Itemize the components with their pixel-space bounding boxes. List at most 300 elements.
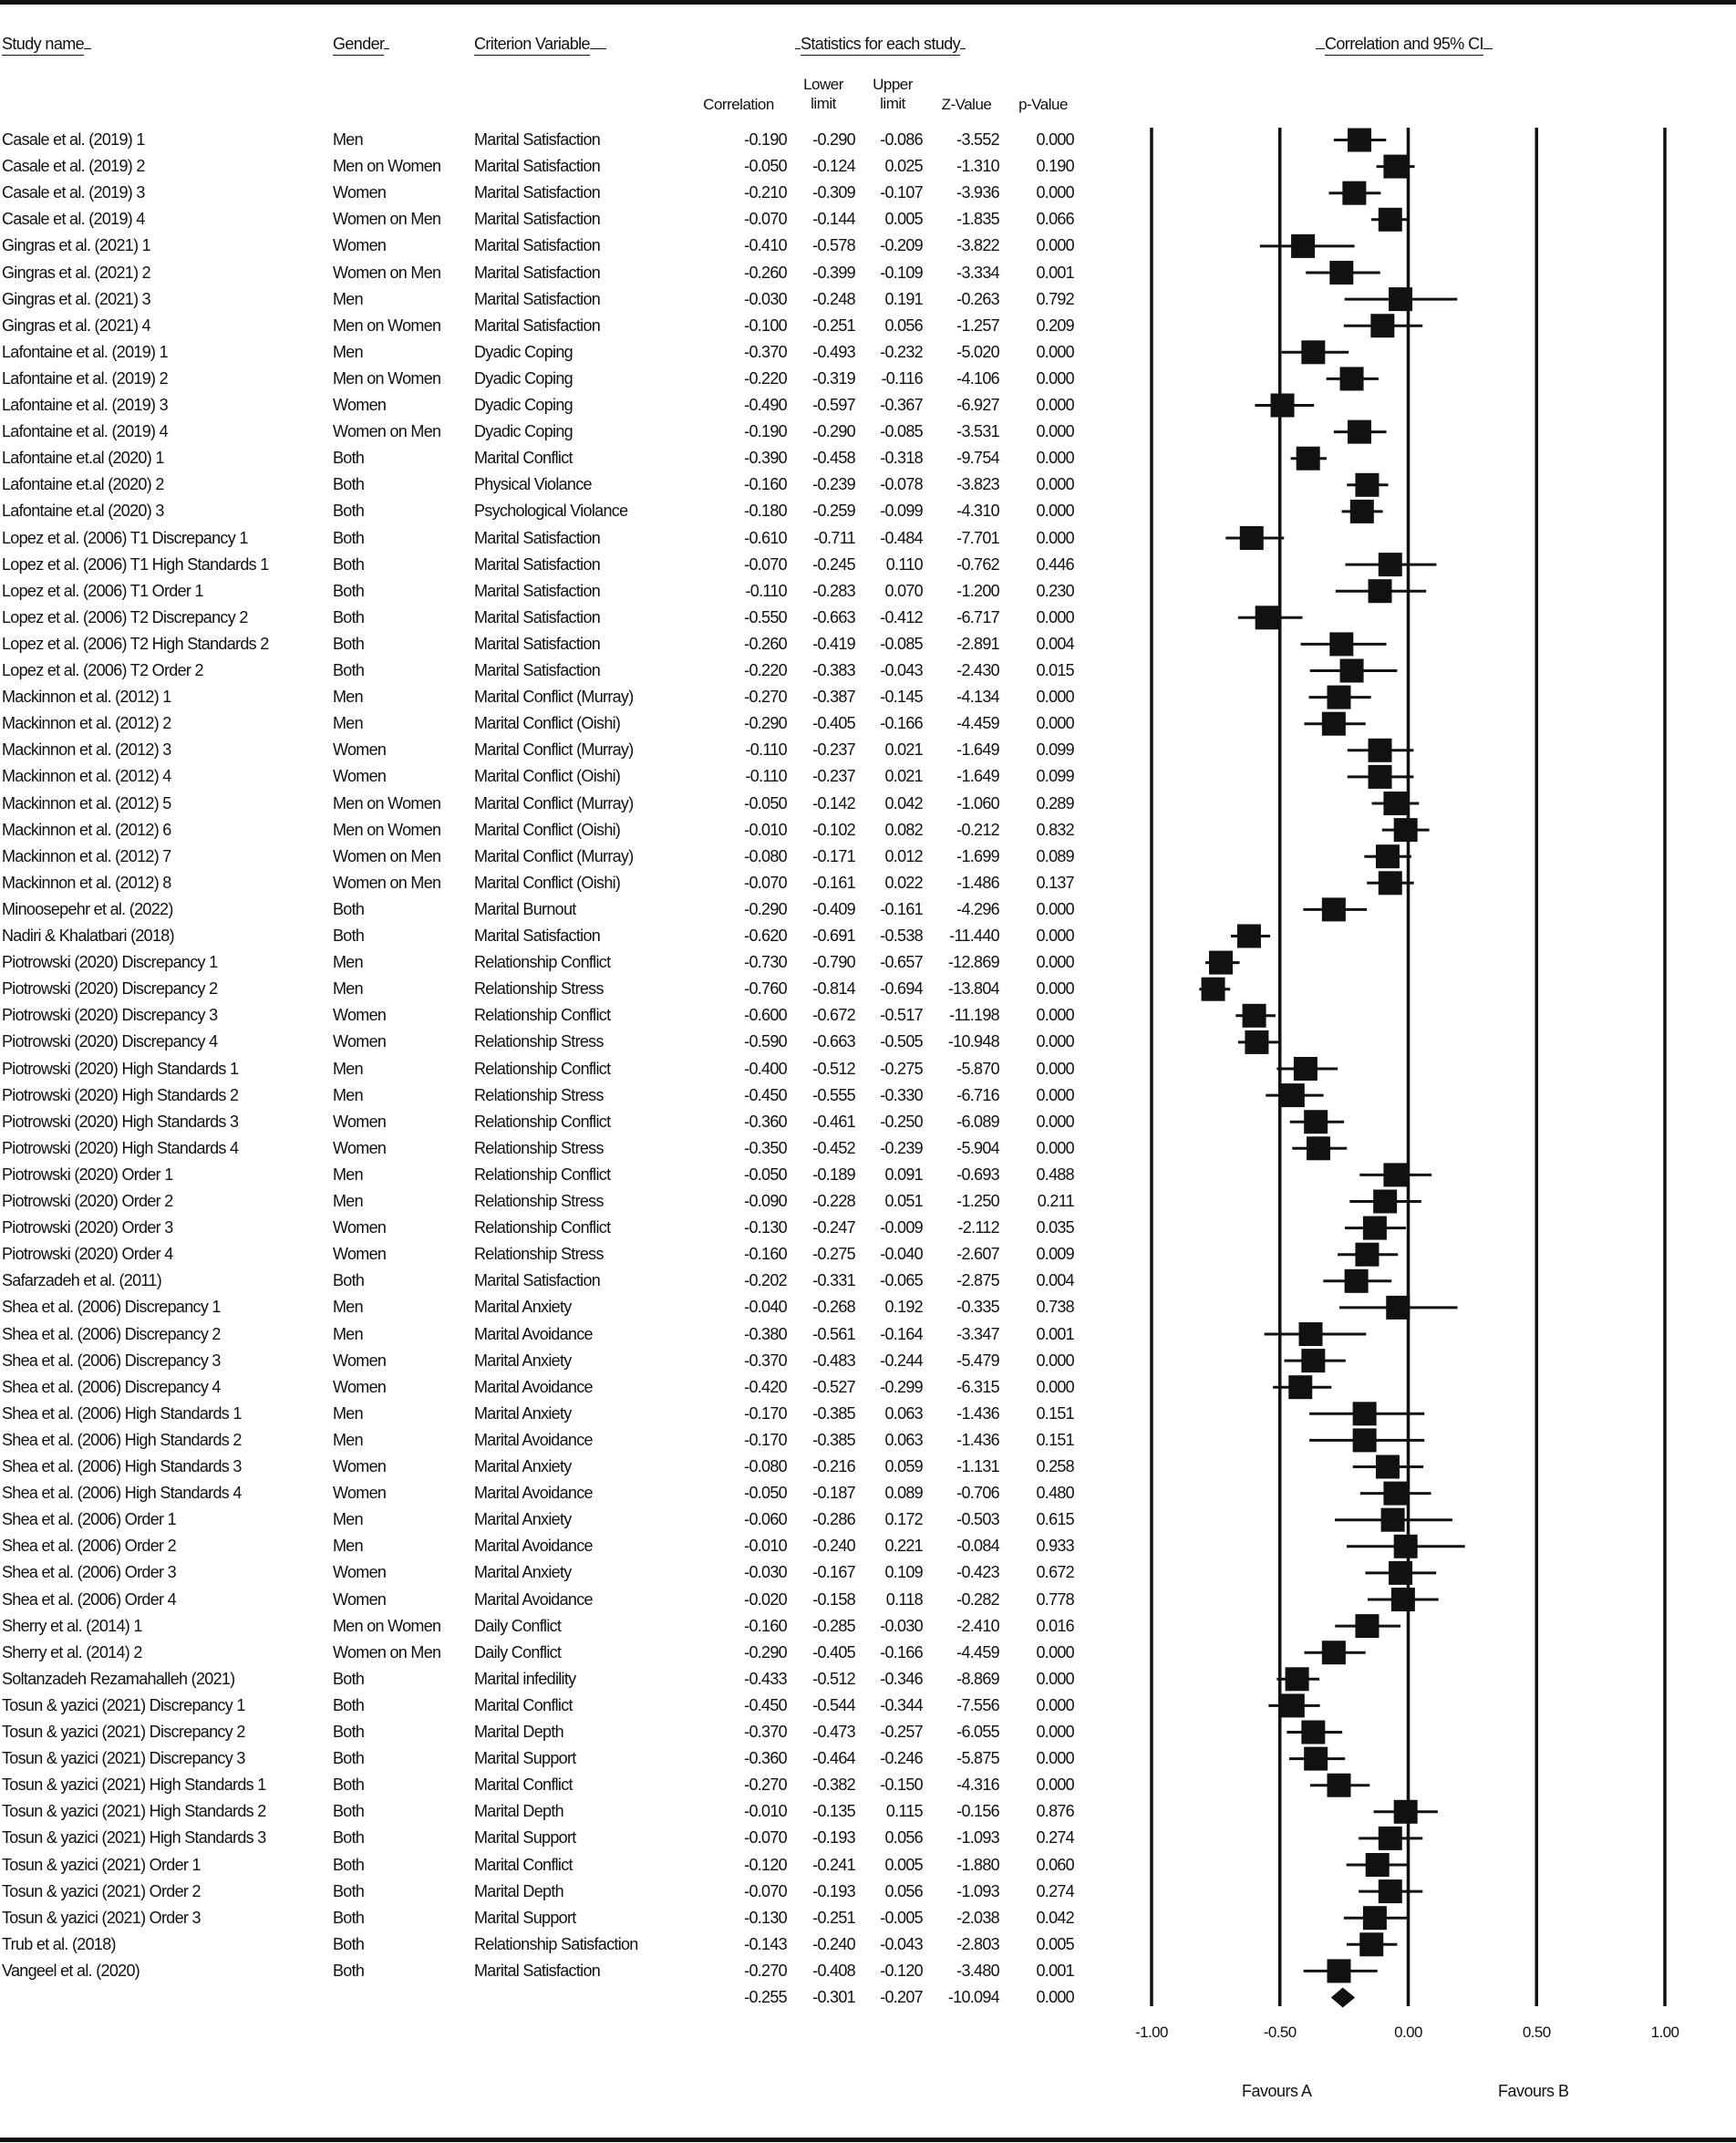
p-value: 0.000 [1036,342,1074,361]
lower-limit-value: -0.216 [812,1457,855,1475]
lower-limit-value: -0.419 [812,634,855,653]
upper-limit-value: -0.299 [880,1377,923,1396]
effect-square [1355,1614,1379,1638]
effect-square [1379,1879,1402,1903]
criterion: Marital Conflict [474,449,573,468]
correlation-value: -0.040 [744,1298,787,1317]
criterion: Marital Depth [474,1802,563,1821]
z-value: -2.112 [957,1218,999,1237]
gender: Both [333,899,365,918]
study-name: Gingras et al. (2021) 1 [2,236,150,255]
summary-p-value: 0.000 [1036,1988,1074,2006]
study-name: Lafontaine et al. (2019) 3 [2,396,168,414]
p-value: 0.000 [1036,953,1074,972]
z-value: -2.038 [956,1908,999,1927]
p-value: 0.137 [1036,873,1074,892]
z-value: -1.257 [956,316,999,335]
effect-square [1329,632,1353,656]
lower-limit-value: -0.405 [812,714,855,733]
criterion: Relationship Conflict [474,1165,611,1184]
lower-limit-value: -0.405 [812,1642,855,1662]
z-value: -0.762 [956,554,999,574]
correlation-value: -0.360 [744,1749,787,1768]
correlation-value: -0.080 [744,1457,787,1475]
correlation-value: -0.550 [744,607,787,626]
upper-limit-value: -0.085 [880,422,923,441]
upper-limit-value: -0.318 [880,449,923,468]
p-value: 0.000 [1036,607,1074,626]
effect-square [1369,579,1392,603]
lower-limit-value: -0.275 [812,1245,855,1264]
gender: Men [333,953,363,972]
study-name: Mackinnon et al. (2012) 1 [2,688,171,707]
lower-limit-value: -0.527 [812,1377,855,1396]
correlation-value: -0.010 [744,1802,787,1821]
correlation-value: -0.410 [744,236,787,255]
study-name: Gingras et al. (2021) 3 [2,289,150,308]
upper-limit-value: -0.517 [880,1006,923,1025]
lower-limit-value: -0.283 [812,581,855,600]
gender: Men [333,1403,363,1423]
upper-limit-value: 0.109 [884,1563,923,1582]
criterion: Marital Satisfaction [474,130,601,149]
z-value: -5.020 [956,342,999,361]
gender: Men on Women [333,820,441,839]
z-value: -1.649 [956,767,999,786]
criterion: Marital Avoidance [474,1589,593,1609]
upper-limit-value: 0.192 [884,1298,923,1317]
gender: Women [333,1377,387,1396]
p-value: 0.005 [1036,1934,1074,1953]
subheader-z-value: Z-Value [941,96,992,113]
gender: Men on Women [333,793,441,813]
p-value: 0.000 [1036,368,1074,388]
gender: Women [333,1351,387,1370]
subheader-p-value: p-Value [1018,96,1068,113]
study-name: Gingras et al. (2021) 4 [2,316,150,335]
criterion: Relationship Stress [474,979,604,999]
study-name: Lafontaine et al. (2019) 4 [2,422,168,441]
lower-limit-value: -0.286 [812,1510,855,1529]
upper-limit-value: 0.022 [884,873,923,892]
correlation-value: -0.020 [744,1589,787,1609]
study-name: Lopez et al. (2006) T2 Order 2 [2,661,203,679]
study-name: Mackinnon et al. (2012) 3 [2,740,171,760]
gender: Men [333,1510,363,1529]
effect-square [1381,1508,1405,1532]
header-criterion-text: Criterion Variable [474,35,590,56]
criterion: Marital Satisfaction [474,634,601,653]
p-value: 0.000 [1036,1723,1074,1741]
tick-label: 0.00 [1394,2024,1422,2041]
study-name: Soltanzadeh Rezamahalleh (2021) [2,1669,235,1688]
study-name: Mackinnon et al. (2012) 2 [2,714,171,733]
criterion: Marital Satisfaction [474,316,601,335]
study-name: Casale et al. (2019) 2 [2,157,145,176]
correlation-value: -0.070 [744,873,787,892]
correlation-value: -0.070 [744,210,787,229]
upper-limit-value: -0.275 [880,1059,923,1078]
criterion: Relationship Conflict [474,1112,611,1131]
criterion: Marital Satisfaction [474,157,601,176]
header-stats-group-text: Statistics for each study [801,35,960,56]
criterion: Marital Conflict (Murray) [474,740,634,760]
study-name: Piotrowski (2020) Order 4 [2,1245,173,1264]
criterion: Relationship Stress [474,1032,604,1051]
gender: Women [333,1589,387,1609]
correlation-value: -0.590 [744,1032,787,1051]
criterion: Relationship Stress [474,1138,604,1157]
lower-limit-value: -0.290 [812,130,855,149]
gender: Both [333,1934,365,1953]
z-value: -11.198 [949,1006,999,1025]
lower-limit-value: -0.309 [812,183,855,202]
study-name: Minoosepehr et al. (2022) [2,899,173,918]
lower-limit-value: -0.473 [812,1723,855,1741]
correlation-value: -0.070 [744,1881,787,1900]
lower-limit-value: -0.672 [812,1006,855,1025]
effect-square [1383,155,1407,179]
criterion: Marital Avoidance [474,1484,593,1503]
z-value: -1.835 [956,210,999,229]
effect-square [1297,447,1320,471]
criterion: Marital Conflict (Oishi) [474,873,621,892]
upper-limit-value: -0.043 [880,1934,923,1953]
lower-limit-value: -0.458 [812,449,855,468]
upper-limit-value: 0.025 [884,157,923,176]
tick-label: 0.50 [1522,2024,1551,2041]
z-value: -2.803 [956,1934,999,1953]
upper-limit-value: 0.118 [885,1589,923,1609]
correlation-value: -0.370 [744,1723,787,1741]
lower-limit-value: -0.691 [812,927,855,945]
study-name: Gingras et al. (2021) 2 [2,263,150,282]
effect-square [1301,1721,1325,1744]
z-value: -6.927 [956,396,999,414]
upper-limit-value: -0.078 [880,475,923,494]
z-value: -6.055 [956,1723,999,1741]
gender: Men [333,979,363,999]
study-name: Shea et al. (2006) Discrepancy 1 [2,1298,221,1317]
gender: Men [333,688,363,707]
effect-square [1245,1030,1268,1054]
study-name: Piotrowski (2020) Order 1 [2,1165,173,1184]
effect-square [1379,1827,1402,1850]
effect-square [1209,951,1233,975]
criterion: Marital Anxiety [474,1510,572,1529]
correlation-value: -0.110 [745,767,787,786]
effect-square [1237,925,1261,948]
z-value: -2.607 [956,1245,999,1264]
study-name: Lafontaine et al. (2019) 1 [2,342,168,361]
gender: Both [333,1775,365,1795]
tick-label: -1.00 [1135,2024,1168,2041]
correlation-value: -0.070 [744,1828,787,1848]
lower-limit-value: -0.493 [812,342,855,361]
gender: Men on Women [333,316,441,335]
correlation-value: -0.270 [744,1775,787,1795]
criterion: Marital Conflict [474,1855,573,1874]
effect-square [1383,792,1407,815]
p-value: 0.000 [1036,1085,1074,1104]
effect-square [1373,1190,1397,1214]
lower-limit-value: -0.167 [812,1563,855,1582]
lower-limit-value: -0.240 [812,1934,855,1953]
z-value: -0.263 [956,289,999,308]
lower-limit-value: -0.544 [812,1695,855,1714]
correlation-value: -0.190 [744,130,787,149]
z-value: -6.717 [956,607,999,626]
gender: Both [333,607,365,626]
p-value: 0.042 [1036,1908,1074,1927]
upper-limit-value: -0.107 [880,183,923,202]
summary-lower-limit: -0.301 [812,1988,855,2006]
gender: Women [333,740,387,760]
study-name: Shea et al. (2006) Discrepancy 3 [2,1351,221,1370]
gender: Both [333,634,365,653]
lower-limit-value: -0.247 [812,1218,855,1237]
study-name: Tosun & yazici (2021) High Standards 2 [2,1802,266,1821]
z-value: -3.531 [956,422,999,441]
study-name: Lafontaine et.al (2020) 3 [2,502,164,521]
lower-limit-value: -0.142 [812,793,855,813]
correlation-value: -0.160 [744,1245,787,1264]
tick-label: -0.50 [1263,2024,1297,2041]
gender: Women [333,1245,387,1264]
gender: Women [333,1563,387,1582]
gender: Both [333,1749,365,1768]
effect-square [1391,1588,1415,1611]
upper-limit-value: -0.330 [880,1085,923,1104]
lower-limit-value: -0.382 [812,1775,855,1795]
lower-limit-value: -0.251 [812,1908,855,1927]
upper-limit-value: -0.244 [880,1351,923,1370]
correlation-value: -0.600 [744,1006,787,1025]
upper-limit-value: -0.120 [880,1961,923,1980]
correlation-value: -0.350 [744,1138,787,1157]
study-name: Tosun & yazici (2021) Discrepancy 2 [2,1723,245,1741]
p-value: 0.000 [1036,1695,1074,1714]
correlation-value: -0.143 [744,1934,787,1953]
lower-limit-value: -0.124 [812,157,855,176]
correlation-value: -0.170 [744,1403,787,1423]
z-value: -1.200 [956,581,999,600]
criterion: Dyadic Coping [474,396,573,414]
correlation-value: -0.030 [744,1563,787,1582]
effect-square [1394,818,1418,842]
effect-square [1389,1561,1412,1585]
criterion: Marital Conflict (Murray) [474,793,634,813]
study-name: Mackinnon et al. (2012) 4 [2,767,171,786]
study-name: Shea et al. (2006) High Standards 4 [2,1484,242,1503]
z-value: -1.131 [956,1457,999,1475]
z-value: -0.335 [956,1298,999,1317]
p-value: 0.209 [1036,316,1074,335]
gender: Women [333,1457,387,1475]
correlation-value: -0.260 [744,634,787,653]
correlation-value: -0.390 [744,449,787,468]
study-name: Safarzadeh et al. (2011) [2,1271,161,1290]
p-value: 0.000 [1036,1351,1074,1370]
upper-limit-value: -0.040 [880,1245,923,1264]
criterion: Relationship Stress [474,1192,604,1210]
effect-square [1340,659,1364,683]
effect-square [1294,1057,1318,1081]
lower-limit-value: -0.385 [812,1403,855,1423]
upper-limit-value: 0.042 [884,793,923,813]
criterion: Relationship Stress [474,1245,604,1264]
effect-square [1304,1110,1328,1134]
lower-limit-value: -0.135 [812,1802,855,1821]
z-value: -3.822 [956,236,999,255]
criterion: Marital Satisfaction [474,554,601,574]
upper-limit-value: -0.250 [880,1112,923,1131]
p-value: 0.000 [1036,475,1074,494]
upper-limit-value: -0.086 [880,130,923,149]
correlation-value: -0.070 [744,554,787,574]
lower-limit-value: -0.239 [812,475,855,494]
criterion: Relationship Conflict [474,1218,611,1237]
effect-square [1281,1083,1305,1107]
criterion: Marital Depth [474,1723,563,1741]
upper-limit-value: 0.056 [884,1828,923,1848]
correlation-value: -0.370 [744,342,787,361]
p-value: 0.615 [1036,1510,1074,1529]
p-value: 0.933 [1036,1537,1074,1556]
criterion: Marital Avoidance [474,1324,593,1343]
lower-limit-value: -0.189 [812,1165,855,1184]
upper-limit-value: 0.089 [884,1484,923,1503]
study-name: Mackinnon et al. (2012) 5 [2,793,171,813]
effect-square [1350,500,1374,523]
z-value: -0.156 [956,1802,999,1821]
correlation-value: -0.110 [745,740,787,760]
upper-limit-value: -0.209 [880,236,923,255]
effect-square [1394,1535,1418,1558]
effect-square [1322,1641,1346,1664]
z-value: -2.891 [956,634,999,653]
criterion: Daily Conflict [474,1616,562,1635]
correlation-value: -0.050 [744,793,787,813]
z-value: -1.436 [956,1430,999,1449]
upper-limit-value: -0.065 [880,1271,923,1290]
criterion: Marital Avoidance [474,1537,593,1556]
correlation-value: -0.450 [744,1085,787,1104]
study-name: Tosun & yazici (2021) Discrepancy 1 [2,1695,245,1714]
effect-square [1240,526,1264,550]
correlation-value: -0.010 [744,820,787,839]
study-name: Tosun & yazici (2021) Order 1 [2,1855,201,1874]
p-value: 0.035 [1036,1218,1074,1237]
upper-limit-value: 0.005 [884,210,923,229]
gender: Men [333,1537,363,1556]
p-value: 0.000 [1036,1059,1074,1078]
effect-square [1379,208,1402,232]
gender: Women [333,1112,387,1131]
correlation-value: -0.202 [744,1271,787,1290]
z-value: -3.480 [956,1961,999,1980]
z-value: -0.693 [956,1165,999,1184]
p-value: 0.190 [1036,157,1074,176]
lower-limit-value: -0.399 [812,263,855,282]
correlation-value: -0.490 [744,396,787,414]
p-value: 0.274 [1036,1881,1074,1900]
summary-z-value: -10.094 [947,1988,999,2006]
effect-square [1363,1216,1387,1240]
p-value: 0.151 [1036,1430,1074,1449]
effect-square [1327,1959,1350,1983]
study-name: Lopez et al. (2006) T1 High Standards 1 [2,554,269,574]
lower-limit-value: -0.663 [812,1032,855,1051]
z-value: -3.552 [956,130,999,149]
correlation-value: -0.050 [744,157,787,176]
upper-limit-value: -0.085 [880,634,923,653]
gender: Men [333,714,363,733]
lower-limit-value: -0.240 [812,1537,855,1556]
p-value: 0.000 [1036,422,1074,441]
z-value: -4.459 [956,714,999,733]
correlation-value: -0.290 [744,714,787,733]
correlation-value: -0.220 [744,661,787,679]
study-name: Piotrowski (2020) Discrepancy 4 [2,1032,218,1051]
p-value: 0.000 [1036,1669,1074,1688]
z-value: -0.706 [956,1484,999,1503]
summary-diamond [1331,1988,1355,2008]
criterion: Marital Conflict (Oishi) [474,714,621,733]
study-name: Piotrowski (2020) Order 2 [2,1192,173,1210]
correlation-value: -0.210 [744,183,787,202]
study-name: Lopez et al. (2006) T2 High Standards 2 [2,634,269,653]
correlation-value: -0.160 [744,1616,787,1635]
upper-limit-value: -0.657 [880,953,923,972]
lower-limit-value: -0.241 [812,1855,855,1874]
criterion: Marital Satisfaction [474,210,601,229]
effect-square [1281,1693,1305,1717]
gender: Both [333,1908,365,1927]
gender: Women on Men [333,263,441,282]
study-name: Piotrowski (2020) Discrepancy 3 [2,1006,218,1025]
p-value: 0.009 [1036,1245,1074,1264]
correlation-value: -0.130 [744,1218,787,1237]
upper-limit-value: 0.059 [884,1457,923,1475]
effect-square [1327,1774,1350,1797]
lower-limit-value: -0.385 [812,1430,855,1449]
correlation-value: -0.190 [744,422,787,441]
lower-limit-value: -0.268 [812,1298,855,1317]
gender: Women [333,1138,387,1157]
p-value: 0.258 [1036,1457,1074,1475]
gender: Men [333,1430,363,1449]
z-value: -5.479 [956,1351,999,1370]
z-value: -1.880 [956,1855,999,1874]
upper-limit-value: 0.051 [884,1192,923,1210]
criterion: Marital Conflict [474,1775,573,1795]
effect-square [1202,978,1225,1001]
upper-limit-value: 0.056 [884,1881,923,1900]
z-value: -1.250 [956,1192,999,1210]
correlation-value: -0.610 [744,528,787,547]
z-value: -11.440 [949,927,999,945]
gender: Women on Men [333,873,441,892]
favours-b-label: Favours B [1498,2082,1569,2100]
gender: Both [333,1723,365,1741]
gender: Men [333,342,363,361]
upper-limit-value: -0.232 [880,342,923,361]
upper-limit-value: 0.056 [884,316,923,335]
header-plot-title-text: Correlation and 95% CI [1325,35,1483,56]
effect-square [1307,1136,1330,1160]
criterion: Marital Satisfaction [474,263,601,282]
